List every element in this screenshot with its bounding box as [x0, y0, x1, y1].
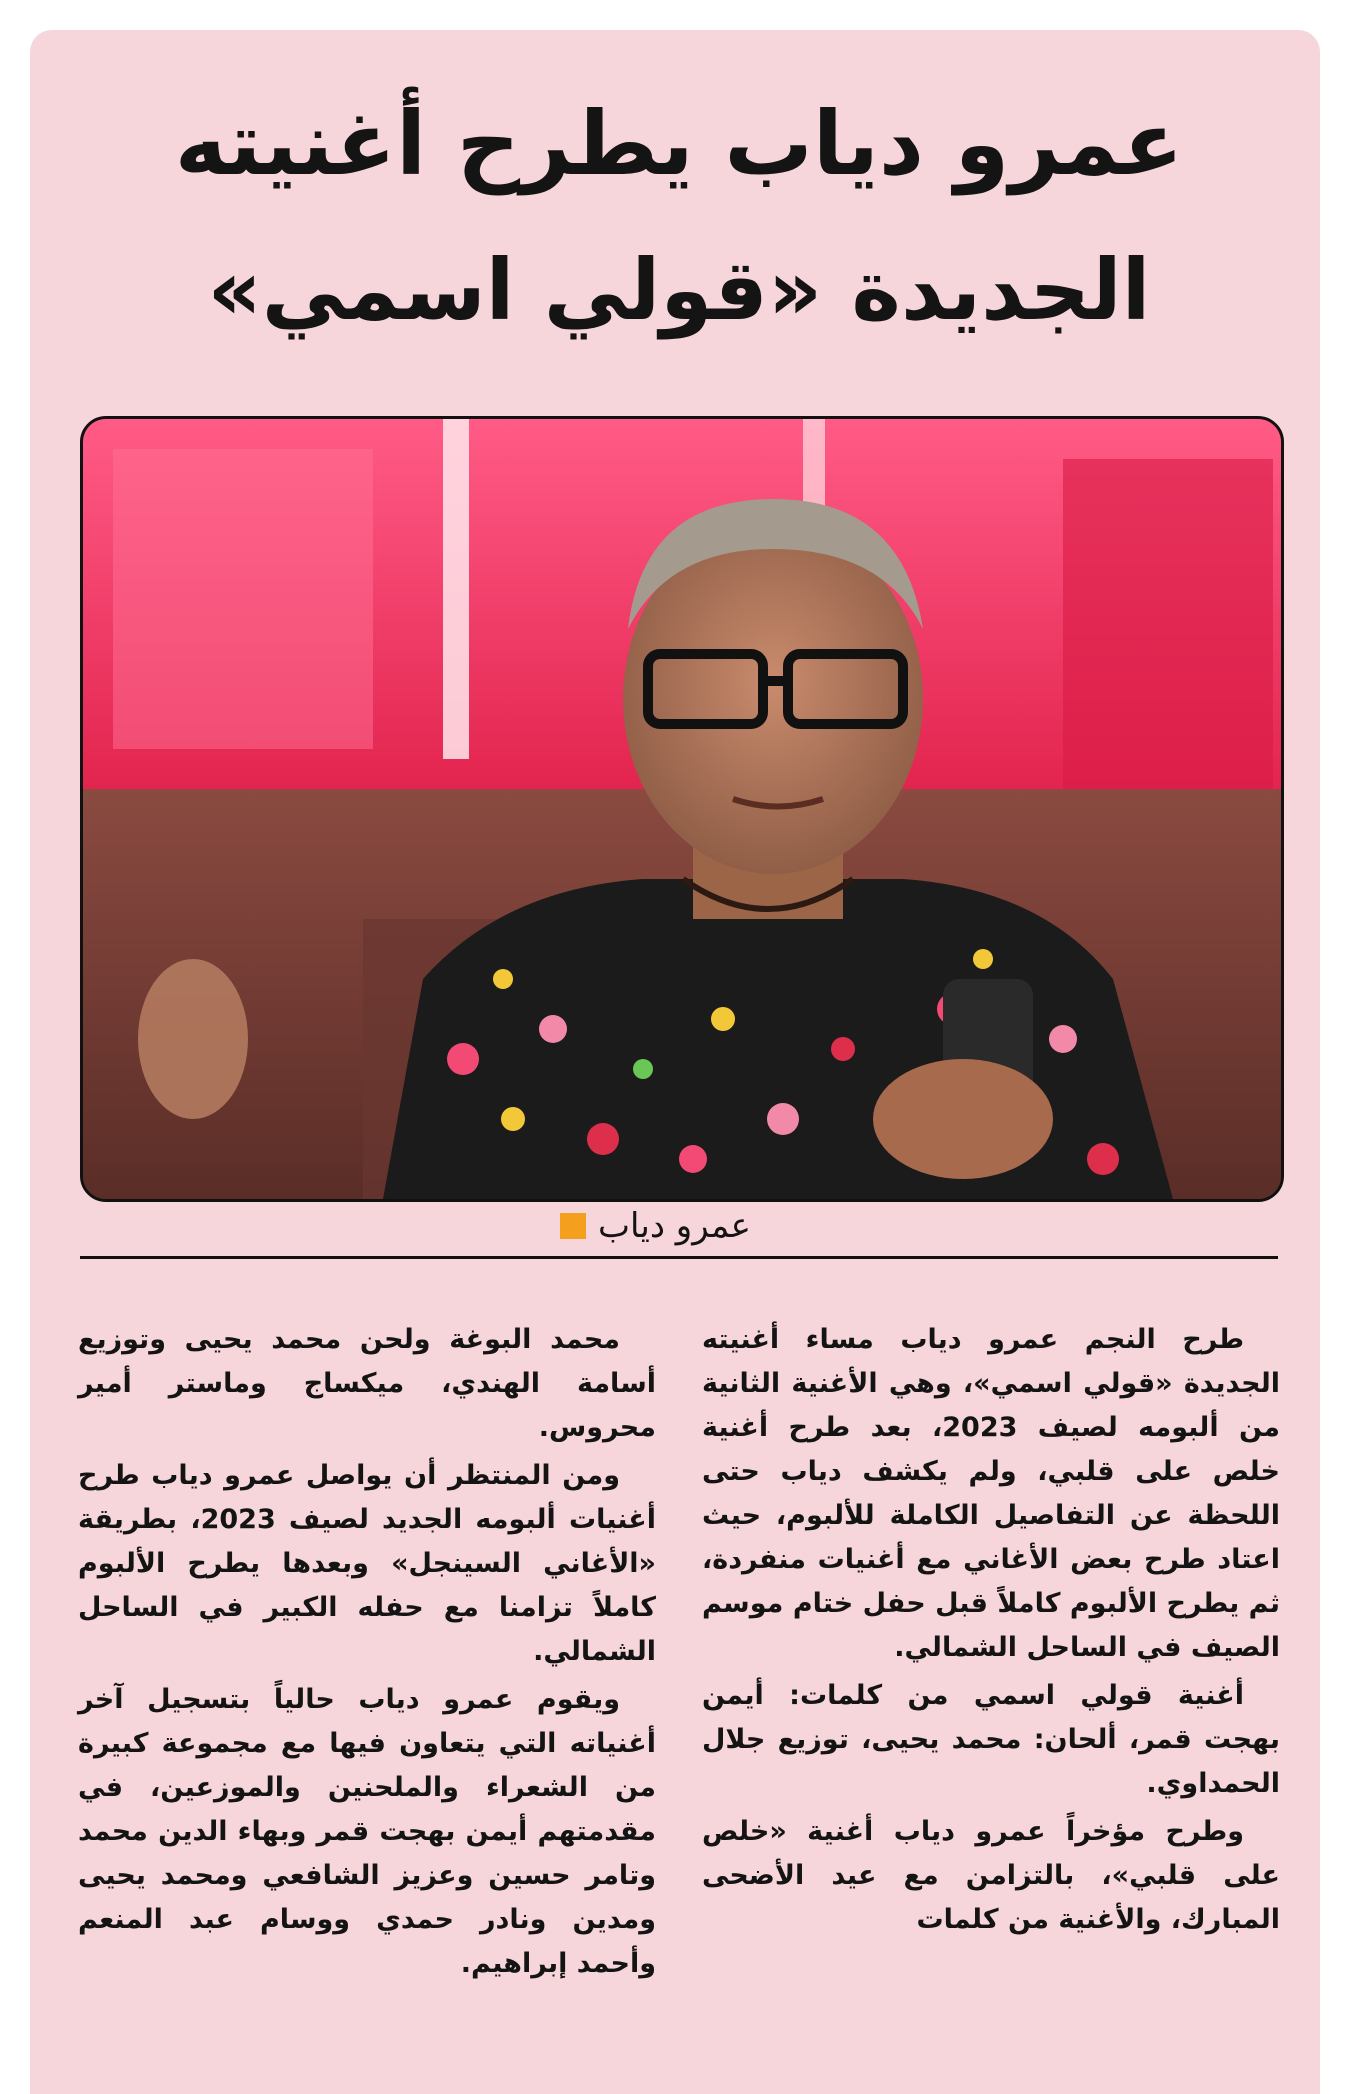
- portrait-illustration: [83, 419, 1281, 1199]
- paragraph: أغنية قولي اسمي من كلمات: أيمن بهجت قمر، ألحان: محمد يحيى، توزيع جلال الحمداوي.: [702, 1680, 1280, 1799]
- headline-line-2: الجديدة «قولي اسمي»: [207, 241, 1151, 339]
- paragraph: وطرح مؤخراً عمرو دياب أغنية «خلص على قلبي»، بالتزامن مع عيد الأضحى المبارك، والأغنية من كلمات: [702, 1816, 1280, 1935]
- photo-caption: [560, 1206, 751, 1246]
- paragraph: ومن المنتظر أن يواصل عمرو دياب طرح أغنيات ألبومه الجديد لصيف 2023، بطريقة «الأغاني السينجل» وبعدها يطرح الألبوم كاملاً تزامنا مع حفله الكبير في الساحل الشمالي.: [78, 1460, 656, 1667]
- paragraph: ويقوم عمرو دياب حالياً بتسجيل آخر أغنياته التي يتعاون فيها مع مجموعة كبيرة من الشعراء والملحنين والموزعين، في مقدمتهم أيمن بهجت قمر وبهاء الدين محمد وتامر حسين وعزيز الشافعي ومحمد يحيى ومدين ونادر حمدي ووسام عبد المنعم وأحمد إبراهيم.: [78, 1684, 656, 1979]
- paragraph: محمد البوغة ولحن محمد يحيى وتوزيع أسامة الهندي، ميكساج وماستر أمير محروس.: [78, 1324, 656, 1443]
- divider: [80, 1256, 1278, 1259]
- article-column-right: [702, 1318, 1280, 1942]
- article-photo: [80, 416, 1284, 1202]
- caption-bullet-icon: [560, 1213, 586, 1239]
- headline-line-1: عمرو دياب يطرح أغنيته: [174, 92, 1184, 195]
- article-column-left: [78, 1318, 656, 1986]
- photo-caption-text: عمرو دياب: [598, 1206, 751, 1246]
- paragraph: طرح النجم عمرو دياب مساء أغنيته الجديدة «قولي اسمي»، وهي الأغنية الثانية من ألبومه لصيف 2023، بعد طرح أغنية خلص على قلبي، ولم يكشف دياب حتى اللحظة عن التفاصيل الكاملة للألبوم، حيث اعتاد طرح بعض الأغاني مع أغنيات منفردة، ثم يطرح الألبوم كاملاً قبل حفل ختام موسم الصيف في الساحل الشمالي.: [702, 1324, 1280, 1663]
